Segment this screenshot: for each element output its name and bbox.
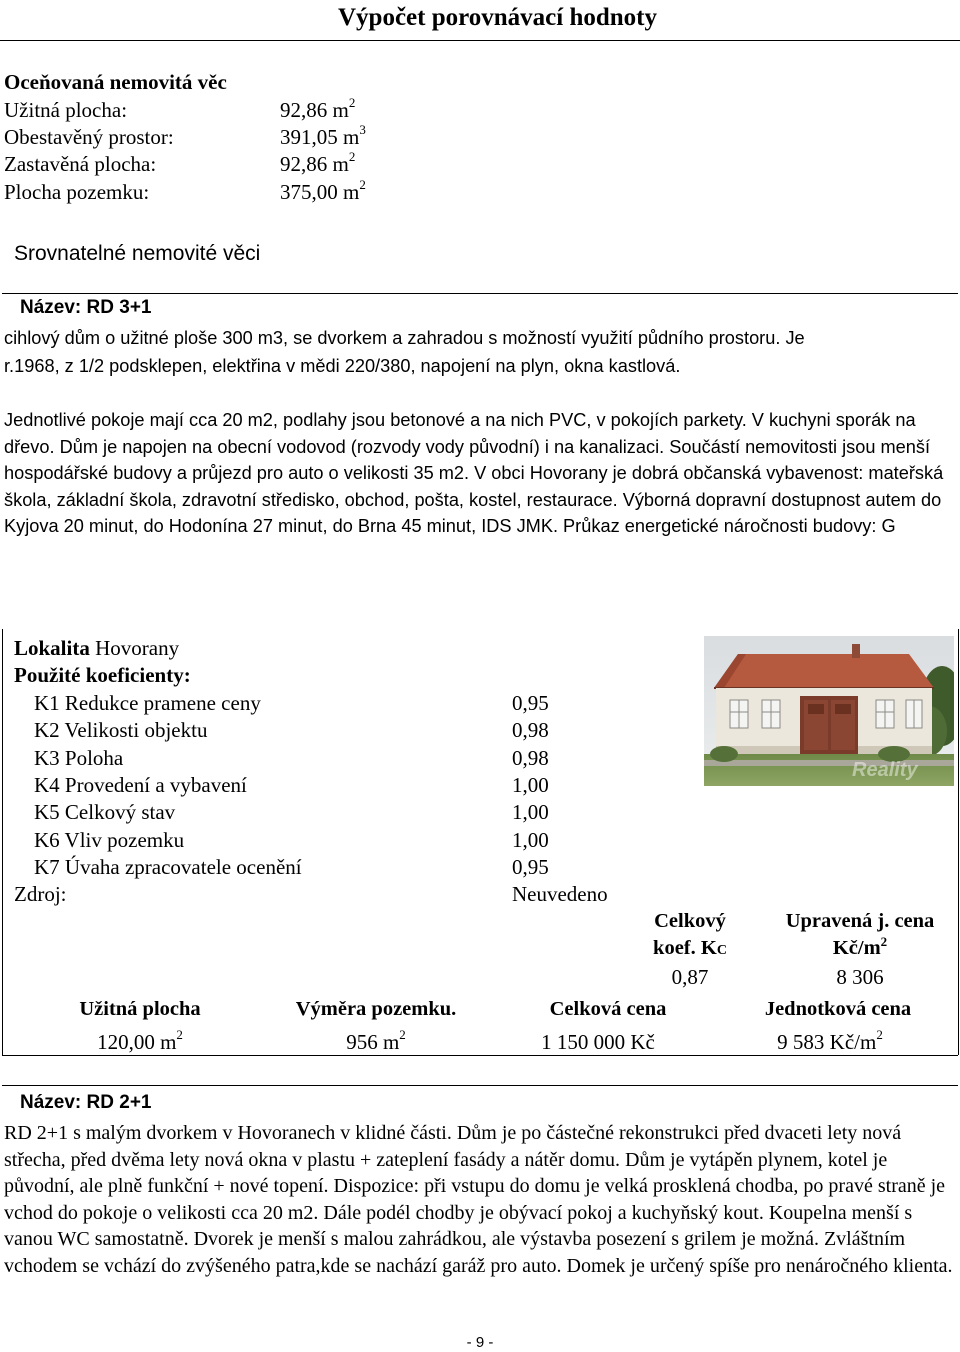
coef-k2-value: 0,98 bbox=[512, 718, 549, 742]
subject-label-built-volume: Obestavěný prostor: bbox=[4, 125, 174, 149]
coef-k2-label: K2 Velikosti objektu bbox=[34, 718, 208, 742]
coef-k5-label: K5 Celkový stav bbox=[34, 800, 176, 824]
subject-value-usable-area: 92,86 $m^2$ bbox=[280, 95, 356, 122]
coef-k3-label: K3 Poloha bbox=[34, 746, 124, 770]
comparable1-bottom-rule bbox=[2, 1055, 958, 1056]
comparables-heading: Srovnatelné nemovité věci bbox=[14, 242, 261, 265]
table-header-total-price: Celková cena bbox=[549, 998, 667, 1020]
comparable1-desc-line-2: r.1968, z 1/2 podsklepen, elektřina v mědi 220/380, napojení na plyn, okna kastlová. bbox=[4, 356, 681, 376]
coef-k1-label: K1 Redukce pramene ceny bbox=[34, 691, 261, 715]
source-label: Zdroj: bbox=[14, 882, 67, 906]
subject-heading: Oceňovaná nemovitá věc bbox=[4, 70, 227, 94]
subject-label-built-area: Zastavěná plocha: bbox=[4, 152, 157, 176]
total-coef-header-2: koef. KC bbox=[653, 937, 727, 959]
subject-value-built-volume: 391,05 $m^3$ bbox=[280, 122, 366, 149]
page-number: - 9 - bbox=[466, 1334, 494, 1351]
comparable1-desc-line-1: cihlový dům o užitné ploše 300 m3, se dvorkem a zahradou s možností využití půdního prostoru. Je bbox=[4, 328, 805, 348]
comparable1-left-rule bbox=[2, 629, 3, 1055]
coef-k6-value: 1,00 bbox=[512, 828, 549, 852]
coef-k4-label: K4 Provedení a vybavení bbox=[34, 773, 247, 797]
subject-label-land-area: Plocha pozemku: bbox=[4, 180, 150, 204]
table-value-usable-area: 120,00 $m^2$ bbox=[97, 1027, 183, 1054]
coef-k1-value: 0,95 bbox=[512, 691, 549, 715]
comparable1-detail: Jednotlivé pokoje mají cca 20 m2, podlahy jsou betonové a na nich PVC, v pokojích parkety. V kuchyni sporák na dřevo. Dům je napojen na obecní vodovod (rozvody vody původní) i na kanalizaci. Součástí nemovitosti jsou menší hospodářské budovy a průjezd pro auto o velikosti 35 m2. V obci Hovorany je dobrá občanská vybavenost: mateřská škola, základní škola, zdravotní středisko, obchod, pošta, kostel, restaurace. Výborná dopravní dostupnost autem do Kyjova 20 minut, do Hodonína 27 minut, do Brna 45 minut, IDS JMK. Průkaz energetické náročnosti budovy: G bbox=[4, 410, 944, 536]
comparable1-house-photo bbox=[704, 636, 954, 786]
coef-k7-value: 0,95 bbox=[512, 855, 549, 879]
coefficients-heading: Použité koeficienty: bbox=[14, 663, 191, 687]
table-value-unit-price: 9 583 $Kč/m^2$ bbox=[777, 1027, 883, 1054]
page-title: Výpočet porovnávací hodnoty bbox=[337, 4, 657, 31]
comparable1-name: Název: RD 3+1 bbox=[20, 297, 152, 318]
table-header-usable-area: Užitná plocha bbox=[79, 998, 201, 1020]
adjusted-price-header-2: $Kč/m^2$ bbox=[832, 934, 888, 959]
subject-label-usable-area: Užitná plocha: bbox=[4, 98, 128, 122]
table-header-land-area: Výměra pozemku. bbox=[295, 998, 457, 1020]
table-value-total-price: 1 150 000 Kč bbox=[541, 1030, 655, 1054]
comparable1-top-rule bbox=[2, 293, 958, 294]
title-rule bbox=[0, 40, 960, 41]
coef-k5-value: 1,00 bbox=[512, 800, 549, 824]
comparable1-right-rule bbox=[958, 629, 959, 1055]
adjusted-price-value: 8 306 bbox=[836, 965, 884, 989]
comparable2-top-rule bbox=[2, 1085, 958, 1086]
coef-k4-value: 1,00 bbox=[512, 773, 549, 797]
coef-k3-value: 0,98 bbox=[512, 746, 549, 770]
subject-value-built-area: 92,86 $m^2$ bbox=[280, 149, 356, 176]
coef-k6-label: K6 Vliv pozemku bbox=[34, 828, 185, 852]
subject-value-land-area: 375,00 $m^2$ bbox=[280, 177, 366, 204]
coef-k7-label: K7 Úvaha zpracovatele ocenění bbox=[34, 855, 302, 879]
total-coef-value: 0,87 bbox=[671, 965, 709, 989]
source-value: Neuvedeno bbox=[512, 882, 608, 906]
total-coef-header-1: Celkový bbox=[654, 910, 726, 932]
table-value-land-area: 956 $m^2$ bbox=[346, 1027, 406, 1054]
comparable2-name: Název: RD 2+1 bbox=[20, 1092, 152, 1113]
photo-watermark: Reality bbox=[852, 759, 918, 781]
adjusted-price-header-1: Upravená j. cena bbox=[785, 910, 935, 932]
table-header-unit-price: Jednotková cena bbox=[764, 998, 912, 1020]
comparable2-description: RD 2+1 s malým dvorkem v Hovoranech v klidné části. Dům je po částečné rekonstrukci před dvaceti lety nová střecha, před dvěma lety nová okna v plastu + zateplení fasády a nátěr domu. Dům je vytápěn plynem, kotel je původní, ale plně funkční + nové topení. Dispozice: při vstupu do domu je velká prosklená chodba, po pravé straně je vchod do pokoje o velikosti cca 20 m2. Dále podél chodby je obývací pokoj a kuchyňský kout. Koupelna menší s vanou WC samostatně. Dvorek je menší s malou zahrádkou, ale výstavba posezení s grilem je možná. Zvláštním vchodem se vchází do zvýšeného patra,kde se nachází garáž pro auto. Domek je určený spíše pro nenáročného klienta. bbox=[4, 1122, 953, 1277]
locality: Lokalita Hovorany bbox=[14, 636, 180, 660]
